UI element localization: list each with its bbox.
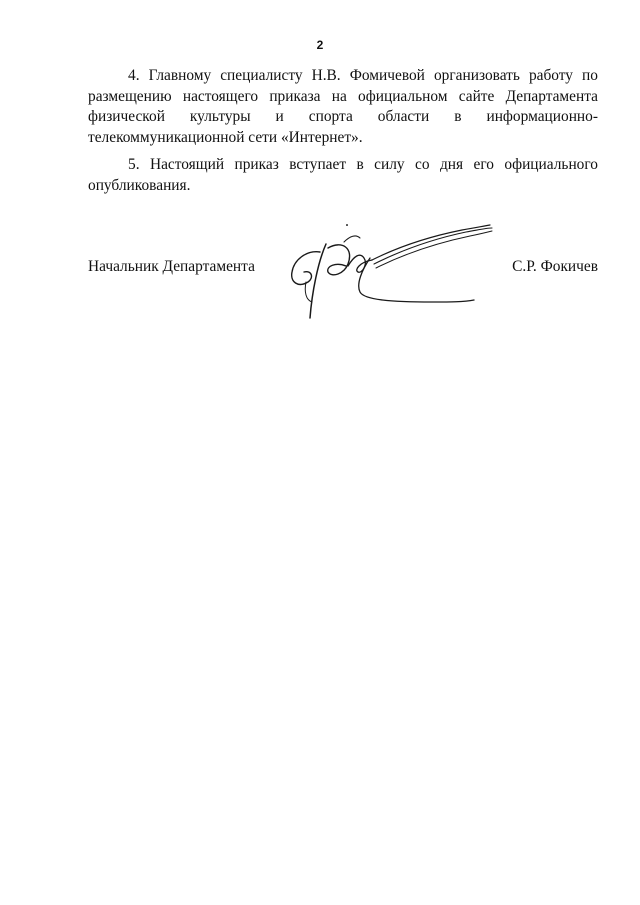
signatory-name: С.Р. Фокичев [512, 258, 598, 275]
paragraph-line: 5. Настоящий приказ вступает в силу со дня его официального [128, 156, 598, 173]
paragraph-line: 4. Главному специалисту Н.В. Фомичевой организовать работу по [128, 67, 598, 84]
signatory-position: Начальник Департамента [88, 258, 255, 275]
paragraph-line: физической культуры и спорта области в информационно- [88, 108, 598, 125]
paragraph-line: размещению настоящего приказа на официальном сайте Департамента [88, 87, 598, 105]
paragraph-line: телекоммуникационной сети «Интернет». [88, 128, 363, 146]
paragraph-5 [88, 155, 598, 196]
paragraph-4 [88, 66, 598, 148]
paragraph-line: опубликования. [88, 176, 191, 194]
signature-row [88, 257, 598, 277]
page-number: 2 [316, 38, 324, 52]
